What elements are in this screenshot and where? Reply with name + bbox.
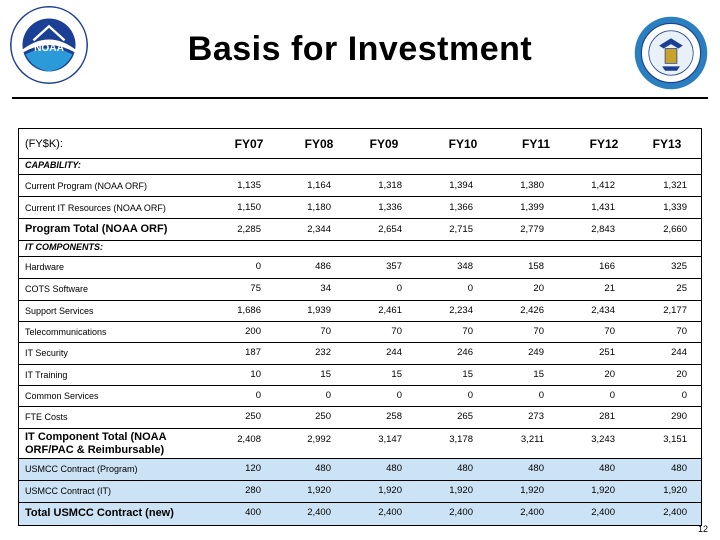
cell-value: 1,920: [378, 485, 402, 496]
it-component-row: [19, 322, 701, 343]
year-header-fy07: FY07: [234, 137, 264, 151]
cell-value: 250: [245, 411, 261, 422]
it-component-row: [19, 301, 701, 322]
cell-value: 2,400: [449, 507, 473, 518]
row-label: COTS Software: [25, 284, 89, 294]
row-label: IT Security: [25, 348, 68, 358]
cell-value: 15: [533, 369, 544, 380]
it-component-row: [19, 407, 701, 429]
cell-value: 2,234: [449, 305, 473, 316]
cell-value: 34: [320, 283, 331, 294]
it-component-row: [19, 343, 701, 365]
cell-value: 2,344: [307, 224, 331, 235]
cell-value: 244: [671, 347, 687, 358]
cell-value: 258: [386, 411, 402, 422]
cell-value: 75: [250, 283, 261, 294]
cell-value: 0: [538, 390, 544, 401]
cell-value: 1,920: [307, 485, 331, 496]
cell-value: 166: [599, 261, 615, 272]
cell-value: 1,321: [663, 180, 687, 191]
cell-value: 70: [676, 326, 687, 337]
row-label: IT Training: [25, 370, 68, 380]
cell-value: 2,408: [237, 434, 261, 445]
section-label-capability: CAPABILITY:: [25, 160, 81, 170]
cell-value: 2,400: [378, 507, 402, 518]
cell-value: 265: [457, 411, 473, 422]
row-label: Program Total (NOAA ORF): [25, 223, 168, 235]
cell-value: 70: [533, 326, 544, 337]
cell-value: 1,686: [237, 305, 261, 316]
cell-value: 1,318: [378, 180, 402, 191]
cell-value: 70: [604, 326, 615, 337]
cell-value: 1,920: [449, 485, 473, 496]
it-component-row: [19, 365, 701, 386]
row-label: IT Component Total (NOAA ORF/PAC & Reimbursable): [25, 431, 167, 456]
row-label: Telecommunications: [25, 327, 107, 337]
cell-value: 246: [457, 347, 473, 358]
cell-value: 70: [462, 326, 473, 337]
investment-table: [18, 128, 702, 526]
slide-title: Basis for Investment: [187, 30, 533, 68]
cell-value: 1,399: [520, 202, 544, 213]
year-header-fy11: FY11: [521, 137, 551, 151]
section-capability: [19, 159, 701, 175]
cell-value: 480: [315, 463, 331, 474]
cell-value: 2,992: [307, 434, 331, 445]
row-label: Total USMCC Contract (new): [25, 507, 174, 519]
cell-value: 480: [528, 463, 544, 474]
cell-value: 3,147: [378, 434, 402, 445]
cell-value: 348: [457, 261, 473, 272]
cell-value: 20: [533, 283, 544, 294]
cell-value: 2,434: [591, 305, 615, 316]
cell-value: 3,178: [449, 434, 473, 445]
row-label: USMCC Contract (Program): [25, 464, 138, 474]
cell-value: 1,920: [520, 485, 544, 496]
cell-value: 480: [457, 463, 473, 474]
year-header-fy09: FY09: [369, 137, 399, 151]
it-component-row: [19, 459, 701, 481]
row-label: Hardware: [25, 262, 65, 272]
cell-value: 1,164: [307, 180, 331, 191]
it-component-row: [19, 257, 701, 279]
row-label: Current Program (NOAA ORF): [25, 181, 148, 191]
cell-value: 3,211: [520, 434, 544, 445]
cell-value: 15: [320, 369, 331, 380]
cell-value: 357: [386, 261, 402, 272]
it-component-row: [19, 503, 701, 525]
row-label: Current IT Resources (NOAA ORF): [25, 203, 166, 213]
row-label: Support Services: [25, 306, 94, 316]
cell-value: 2,426: [520, 305, 544, 316]
year-header-fy10: FY10: [448, 137, 478, 151]
header-row: [19, 129, 701, 159]
cell-value: 70: [320, 326, 331, 337]
year-header-fy08: FY08: [304, 137, 334, 151]
cell-value: 251: [599, 347, 615, 358]
cell-value: 1,431: [591, 202, 615, 213]
section-it-components: [19, 241, 701, 257]
cell-value: 2,400: [591, 507, 615, 518]
year-header-fy12: FY12: [589, 137, 619, 151]
cell-value: 158: [528, 261, 544, 272]
title-divider: [12, 97, 708, 99]
it-component-row: [19, 481, 701, 503]
page-number: 12: [697, 524, 708, 534]
cell-value: 1,135: [237, 180, 261, 191]
cell-value: 2,660: [663, 224, 687, 235]
cell-value: 1,412: [591, 180, 615, 191]
cell-value: 290: [671, 411, 687, 422]
cell-value: 1,380: [520, 180, 544, 191]
cell-value: 2,715: [449, 224, 473, 235]
cell-value: 1,920: [591, 485, 615, 496]
cell-value: 2,461: [378, 305, 402, 316]
cell-value: 2,400: [520, 507, 544, 518]
cell-value: 0: [609, 390, 615, 401]
cell-value: 2,843: [591, 224, 615, 235]
cell-value: 70: [391, 326, 402, 337]
cell-value: 486: [315, 261, 331, 272]
row-label: FTE Costs: [25, 412, 68, 422]
capability-row: [19, 175, 701, 197]
cell-value: 1,336: [378, 202, 402, 213]
cell-value: 10: [250, 369, 261, 380]
cell-value: 15: [391, 369, 402, 380]
cell-value: 250: [315, 411, 331, 422]
cell-value: 2,285: [237, 224, 261, 235]
row-label: USMCC Contract (IT): [25, 486, 112, 496]
cell-value: 1,150: [237, 202, 261, 213]
cell-value: 244: [386, 347, 402, 358]
cell-value: 0: [325, 390, 331, 401]
cell-value: 0: [467, 390, 473, 401]
cell-value: 400: [245, 507, 261, 518]
cell-value: 2,400: [663, 507, 687, 518]
cell-value: 480: [599, 463, 615, 474]
cell-value: 1,180: [307, 202, 331, 213]
cell-value: 480: [386, 463, 402, 474]
cell-value: 2,177: [663, 305, 687, 316]
it-component-row: [19, 386, 701, 407]
capability-row: [19, 197, 701, 219]
cell-value: 120: [245, 463, 261, 474]
cell-value: 2,779: [520, 224, 544, 235]
cell-value: 0: [467, 283, 473, 294]
noaa-logo-text: NOAA: [34, 43, 64, 55]
row-label: Common Services: [25, 391, 99, 401]
cell-value: 1,939: [307, 305, 331, 316]
cell-value: 273: [528, 411, 544, 422]
cell-value: 232: [315, 347, 331, 358]
cell-value: 200: [245, 326, 261, 337]
cell-value: 3,151: [663, 434, 687, 445]
cell-value: 20: [676, 369, 687, 380]
cell-value: 187: [245, 347, 261, 358]
cell-value: 15: [462, 369, 473, 380]
cell-value: 2,400: [307, 507, 331, 518]
cell-value: 281: [599, 411, 615, 422]
it-component-row: [19, 429, 701, 459]
section-label-it-components: IT COMPONENTS:: [25, 242, 103, 252]
cell-value: 0: [681, 390, 687, 401]
cell-value: 20: [604, 369, 615, 380]
it-component-row: [19, 279, 701, 301]
cell-value: 0: [396, 283, 402, 294]
cell-value: 25: [676, 283, 687, 294]
unit-label: (FY$K):: [25, 138, 63, 150]
capability-row: [19, 219, 701, 241]
cell-value: 3,243: [591, 434, 615, 445]
cell-value: 1,339: [663, 202, 687, 213]
cell-value: 325: [671, 261, 687, 272]
cell-value: 2,654: [378, 224, 402, 235]
year-header-fy13: FY13: [652, 137, 682, 151]
cell-value: 280: [245, 485, 261, 496]
cell-value: 249: [528, 347, 544, 358]
cell-value: 0: [255, 261, 261, 272]
cell-value: 1,394: [449, 180, 473, 191]
cell-value: 1,920: [663, 485, 687, 496]
cell-value: 480: [671, 463, 687, 474]
cell-value: 1,366: [449, 202, 473, 213]
cell-value: 0: [396, 390, 402, 401]
cell-value: 0: [255, 390, 261, 401]
cell-value: 21: [604, 283, 615, 294]
